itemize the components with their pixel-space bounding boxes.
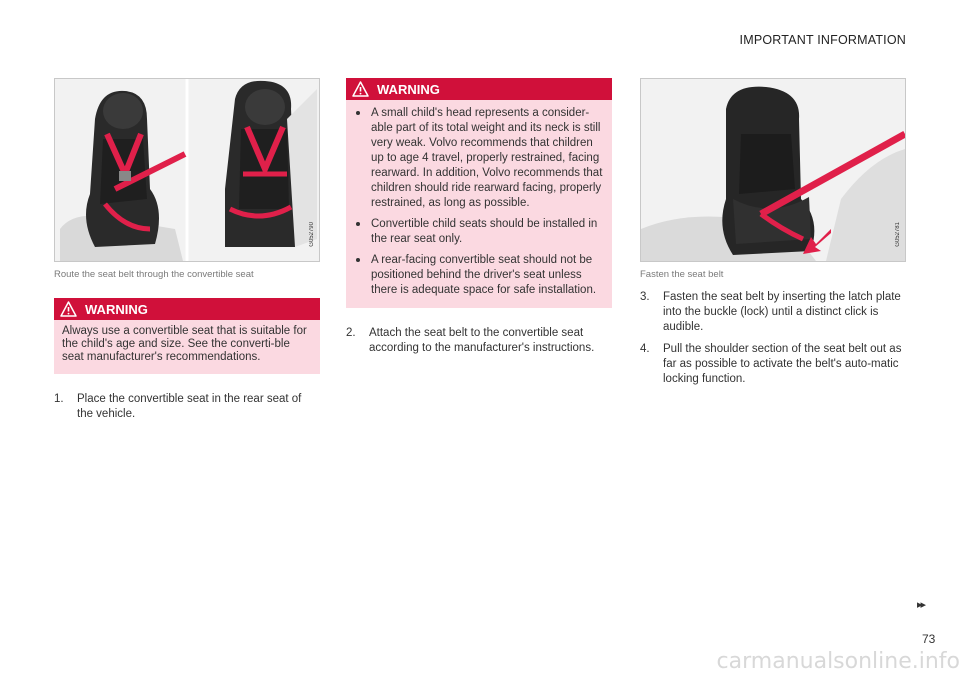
step-text: Pull the shoulder section of the seat belt out as far as possible to activate the belt's auto-matic locking function. [663, 343, 902, 385]
figure-fasten-seat-belt [640, 78, 906, 262]
column-middle [346, 78, 612, 356]
step-text: Fasten the seat belt by inserting the latch plate into the buckle (lock) until a distinct click is audible. [663, 291, 901, 333]
step-text: Place the convertible seat in the rear seat of the vehicle. [77, 393, 302, 420]
warning-label: WARNING [377, 81, 440, 97]
step-item [640, 342, 906, 387]
step-text: Attach the seat belt to the convertible seat according to the manufacturer's instructions. [369, 327, 595, 354]
figure-caption: Fasten the seat belt [640, 269, 724, 280]
column-left [54, 78, 320, 422]
figure-caption: Route the seat belt through the convertible seat [54, 269, 254, 280]
step-item [54, 392, 320, 422]
warning-text: Always use a convertible seat that is suitable for the child's age and size. See the converti-ble seat manufacturer's recommendations. [62, 325, 307, 363]
figure-code: G052790 [309, 222, 315, 247]
step-number: 4. [640, 343, 650, 355]
warning-list-text: A rear-facing convertible seat should not be positioned behind the driver's seat unless there is adequate space for safe installation. [371, 254, 597, 296]
warning-label: WARNING [85, 301, 148, 317]
step-number: 2. [346, 327, 356, 339]
warning-list [346, 106, 612, 298]
step-item [640, 290, 906, 335]
bullet-icon [356, 222, 360, 226]
watermark: carmanualsonline.info [716, 649, 960, 674]
warning-list-text: A small child's head represents a consider-able part of its total weight and its neck is still very weak. Volvo recommends that children up to age 4 travel, properly restrained, facing rearward. In addition, Volvo recommends that children should ride rearward facing, properly restrained, as long as possible. [371, 107, 603, 209]
bullet-icon [356, 258, 360, 262]
next-page-arrows-icon[interactable]: ▸▸ [917, 599, 925, 611]
warning-list-item [356, 217, 604, 247]
child-seat-illustration [55, 79, 319, 261]
warning-triangle-icon [60, 301, 77, 317]
page-number: 73 [922, 632, 936, 646]
figure-convertible-seat-route [54, 78, 320, 262]
step-number: 1. [54, 393, 64, 405]
warning-header [54, 298, 320, 320]
warning-box [54, 298, 320, 374]
bullet-icon [356, 111, 360, 115]
warning-list-item [356, 106, 604, 211]
child-seat-belt-illustration [641, 79, 905, 261]
section-title: IMPORTANT INFORMATION [739, 33, 906, 47]
warning-box [346, 78, 612, 308]
step-number: 3. [640, 291, 650, 303]
warning-triangle-icon [352, 81, 369, 97]
warning-list-item [356, 253, 604, 298]
warning-header [346, 78, 612, 100]
warning-list-text: Convertible child seats should be installed in the rear seat only. [371, 218, 598, 245]
figure-code: G052781 [895, 222, 901, 247]
step-item [346, 326, 612, 356]
column-right [640, 78, 906, 387]
